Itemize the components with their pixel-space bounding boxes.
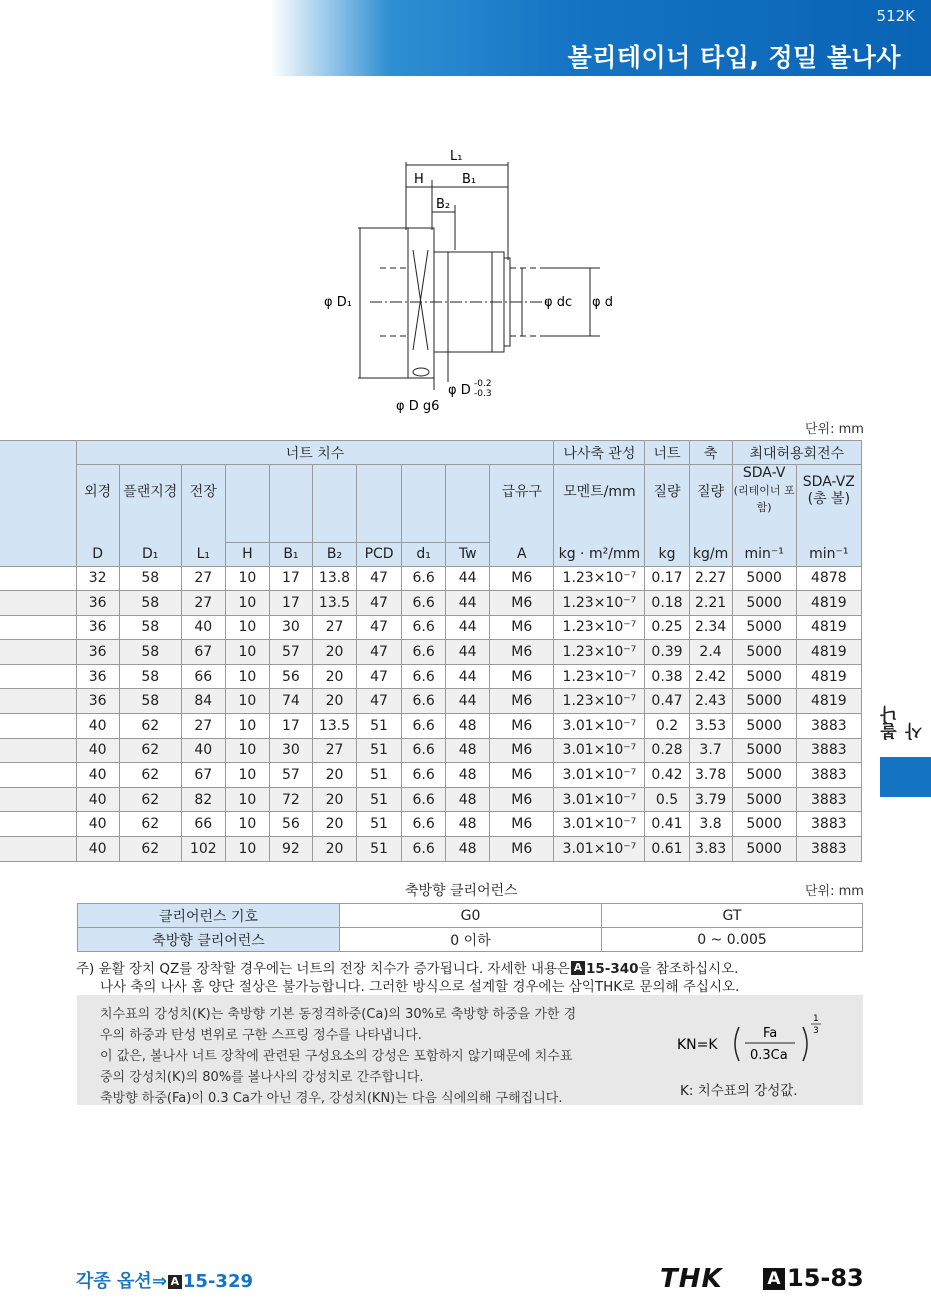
table-cell: 44: [446, 591, 490, 616]
table-cell: 4878: [796, 566, 861, 591]
table-cell: 0.38: [645, 664, 689, 689]
table-cell: 40: [76, 812, 119, 837]
table-cell: 62: [119, 738, 181, 763]
table-cell: M6: [490, 812, 554, 837]
table-cell: 2.42: [689, 664, 732, 689]
clearance-g0-value: 0 이하: [340, 928, 602, 952]
table-cell: 6.6: [402, 591, 446, 616]
table-cell: 3883: [796, 787, 861, 812]
sdav-header: SDA-V (리테이너 포함): [733, 465, 795, 514]
table-cell: 27: [312, 615, 356, 640]
table-cell: 10: [225, 812, 269, 837]
table-cell: 48: [446, 787, 490, 812]
table-cell: 51: [357, 787, 402, 812]
svg-text:KN=K: KN=K: [677, 1037, 718, 1053]
table-cell: 10: [225, 738, 269, 763]
table-row: [0, 714, 862, 739]
table-cell: 3.01×10⁻⁷: [554, 837, 645, 862]
table-cell: 6.6: [402, 738, 446, 763]
symbol-cell: kg · m²/mm: [554, 542, 645, 566]
stiffness-formula: [675, 1009, 850, 1069]
unit-label: 단위: mm: [805, 422, 864, 437]
table-cell: 4819: [796, 689, 861, 714]
table-cell: 57: [269, 763, 312, 788]
label-l1: L₁: [450, 149, 463, 164]
table-cell: 2.4: [689, 640, 732, 665]
max-speed-header: 최대허용회전수: [732, 441, 861, 465]
clearance-gt: GT: [602, 904, 863, 928]
table-cell: 72: [269, 787, 312, 812]
nut-dimension-drawing: [300, 140, 640, 420]
table-cell: 17: [269, 591, 312, 616]
symbol-cell: min⁻¹: [796, 542, 861, 566]
table-cell: M6: [490, 566, 554, 591]
table-cell: 48: [446, 763, 490, 788]
svg-text:Fa: Fa: [763, 1026, 778, 1041]
model-cell: [0, 689, 76, 714]
table-cell: 58: [119, 591, 181, 616]
table-cell: 48: [446, 738, 490, 763]
table-row: [0, 787, 862, 812]
table-cell: 47: [357, 689, 402, 714]
table-cell: 6.6: [402, 714, 446, 739]
table-cell: 2.34: [689, 615, 732, 640]
model-cell: [0, 738, 76, 763]
table-cell: 1.23×10⁻⁷: [554, 664, 645, 689]
table-cell: 58: [119, 664, 181, 689]
table-cell: 92: [269, 837, 312, 862]
shaft-mass-header: 축: [689, 441, 732, 465]
table-cell: 62: [119, 837, 181, 862]
table-cell: 6.6: [402, 615, 446, 640]
spec-table: [0, 440, 862, 862]
nut-mass-header-2: 질량: [645, 465, 689, 517]
table-cell: 4819: [796, 664, 861, 689]
table-cell: 5000: [732, 837, 796, 862]
table-cell: 57: [269, 640, 312, 665]
table-cell: 47: [357, 615, 402, 640]
side-tab-marker: [880, 757, 931, 797]
label-tol-hi: -0.2: [474, 379, 492, 389]
table-row: [0, 812, 862, 837]
table-cell: 62: [119, 812, 181, 837]
table-cell: 3.01×10⁻⁷: [554, 738, 645, 763]
table-cell: 0.61: [645, 837, 689, 862]
table-cell: 0.18: [645, 591, 689, 616]
table-cell: 6.6: [402, 689, 446, 714]
table-cell: 48: [446, 837, 490, 862]
clearance-symbol-label: 클리어런스 기호: [78, 904, 340, 928]
table-cell: 47: [357, 566, 402, 591]
model-cell: [0, 763, 76, 788]
table-cell: 5000: [732, 640, 796, 665]
table-cell: 17: [269, 566, 312, 591]
label-dg6: φ D g6: [396, 399, 440, 414]
table-cell: 3883: [796, 714, 861, 739]
table-cell: 1.23×10⁻⁷: [554, 615, 645, 640]
table-cell: 6.6: [402, 640, 446, 665]
table-cell: M6: [490, 738, 554, 763]
symbol-cell: L₁: [181, 542, 225, 566]
table-cell: 44: [446, 566, 490, 591]
table-cell: 0.25: [645, 615, 689, 640]
table-cell: 40: [76, 763, 119, 788]
table-cell: 4819: [796, 591, 861, 616]
table-cell: 51: [357, 812, 402, 837]
table-row: [0, 738, 862, 763]
table-cell: 10: [225, 714, 269, 739]
label-h: H: [414, 172, 424, 187]
table-cell: 47: [357, 640, 402, 665]
table-cell: 5000: [732, 664, 796, 689]
table-cell: 62: [119, 763, 181, 788]
table-cell: 27: [181, 591, 225, 616]
table-cell: 20: [312, 664, 356, 689]
table-cell: 44: [446, 640, 490, 665]
table-cell: 40: [181, 615, 225, 640]
table-cell: 10: [225, 689, 269, 714]
ref-a-icon: A: [168, 1275, 182, 1289]
table-cell: M6: [490, 615, 554, 640]
page-title: 볼리테이너 타입, 정밀 볼나사: [567, 43, 901, 72]
table-cell: 58: [119, 689, 181, 714]
sdavz-header: SDA-VZ (총 볼): [796, 465, 861, 517]
table-cell: 1.23×10⁻⁷: [554, 640, 645, 665]
table-cell: 58: [119, 566, 181, 591]
table-cell: 47: [357, 664, 402, 689]
table-cell: 2.27: [689, 566, 732, 591]
table-cell: 40: [76, 787, 119, 812]
outer-header: 외경: [76, 465, 119, 517]
table-cell: 10: [225, 591, 269, 616]
table-row: [0, 640, 862, 665]
stiffness-note-box: [77, 995, 863, 1105]
table-cell: 51: [357, 714, 402, 739]
clearance-axial-label: 축방향 클리어런스: [78, 928, 340, 952]
table-cell: M6: [490, 689, 554, 714]
inertia-header-2: 모멘트/mm: [554, 465, 645, 517]
symbol-cell: A: [490, 542, 554, 566]
table-cell: 2.21: [689, 591, 732, 616]
table-cell: 3.79: [689, 787, 732, 812]
thk-logo: THK: [660, 1264, 723, 1294]
stiffness-text: 치수표의 강성치(K)는 축방향 기본 동정격하중(Ca)의 30%로 축방향 하중을 가한 경 우의 하중과 탄성 변위로 구한 스프링 정수를 나타냅니다. 이 값은, 볼나사 너트 장착에 관련된 구성요소의 강성은 포함하지 않기때문에 치수표 중의 강성치(K)의 80%를 볼나사의 강성치로 간주합니다. 축방향 하중(Fa)이 0.3 Ca가 아닌 경우, 강성치(KN)는 다음 식에의해 구해집니다.: [100, 1007, 577, 1106]
table-cell: 32: [76, 566, 119, 591]
table-row: [0, 664, 862, 689]
table-cell: 3883: [796, 837, 861, 862]
label-dtol: φ D: [448, 383, 471, 398]
svg-text:3: 3: [813, 1026, 819, 1036]
shaft-mass-header-2: 질량: [689, 465, 732, 517]
table-cell: 44: [446, 689, 490, 714]
page-code: 512K: [876, 7, 915, 25]
table-cell: 40: [76, 714, 119, 739]
model-cell: [0, 615, 76, 640]
table-cell: 4819: [796, 640, 861, 665]
options-link[interactable]: 각종 옵션⇒ A 15-329: [76, 1271, 253, 1292]
table-cell: 66: [181, 664, 225, 689]
symbol-cell: B₁: [269, 542, 312, 566]
table-cell: 44: [446, 664, 490, 689]
table-cell: 36: [76, 591, 119, 616]
inertia-header: 나사축 관성: [554, 441, 645, 465]
model-cell: [0, 566, 76, 591]
symbol-cell: H: [225, 542, 269, 566]
table-cell: 3.01×10⁻⁷: [554, 812, 645, 837]
table-cell: 20: [312, 689, 356, 714]
page-a-icon: A: [763, 1268, 785, 1290]
table-cell: 10: [225, 615, 269, 640]
table-cell: 58: [119, 640, 181, 665]
table-cell: 40: [76, 738, 119, 763]
table-cell: 5000: [732, 689, 796, 714]
symbol-cell: Tw: [446, 542, 490, 566]
table-cell: 5000: [732, 591, 796, 616]
table-cell: 3883: [796, 738, 861, 763]
table-cell: 10: [225, 787, 269, 812]
table-cell: 13.8: [312, 566, 356, 591]
table-cell: 6.6: [402, 566, 446, 591]
table-cell: 6.6: [402, 763, 446, 788]
table-cell: 62: [119, 714, 181, 739]
note-line-1: 주) 윤활 장치 QZ를 장착할 경우에는 너트의 전장 치수가 증가됩니다. 자세한 내용은 A 15-340을 참조하십시오.: [76, 961, 739, 977]
table-cell: 36: [76, 640, 119, 665]
table-cell: 3.01×10⁻⁷: [554, 714, 645, 739]
table-cell: 13.5: [312, 714, 356, 739]
svg-text:0.3Ca: 0.3Ca: [750, 1048, 788, 1063]
clearance-unit: 단위: mm: [805, 884, 864, 899]
symbol-cell: PCD: [357, 542, 402, 566]
table-cell: 51: [357, 738, 402, 763]
table-cell: 20: [312, 837, 356, 862]
table-cell: 30: [269, 738, 312, 763]
table-cell: 3.7: [689, 738, 732, 763]
label-b1: B₁: [462, 172, 477, 187]
table-cell: 30: [269, 615, 312, 640]
page-number: A 15-83: [763, 1264, 864, 1292]
table-cell: 58: [119, 615, 181, 640]
label-dc: φ dc: [544, 295, 573, 310]
table-cell: 44: [446, 615, 490, 640]
table-cell: 6.6: [402, 837, 446, 862]
table-cell: 5000: [732, 787, 796, 812]
table-cell: M6: [490, 837, 554, 862]
table-cell: 13.5: [312, 591, 356, 616]
table-row: [0, 763, 862, 788]
symbol-cell: d₁: [402, 542, 446, 566]
table-cell: 56: [269, 664, 312, 689]
table-cell: 5000: [732, 738, 796, 763]
header-band: [270, 0, 931, 76]
ref-15-340-link[interactable]: 15-340: [585, 961, 639, 977]
table-cell: 3883: [796, 812, 861, 837]
table-cell: 0.47: [645, 689, 689, 714]
label-d1: φ D₁: [324, 295, 352, 310]
table-cell: 67: [181, 763, 225, 788]
table-cell: 1.23×10⁻⁷: [554, 566, 645, 591]
table-cell: 3.78: [689, 763, 732, 788]
table-cell: 4819: [796, 615, 861, 640]
table-cell: 40: [76, 837, 119, 862]
clearance-gt-value: 0 ~ 0.005: [602, 928, 863, 952]
table-cell: 27: [181, 566, 225, 591]
table-cell: 102: [181, 837, 225, 862]
note-line-2: 나사 축의 나사 홈 양단 절상은 불가능합니다. 그러한 방식으로 설계할 경우에는 삼익THK로 문의해 주십시오.: [100, 979, 740, 995]
table-cell: 48: [446, 714, 490, 739]
symbol-cell: kg/m: [689, 542, 732, 566]
table-cell: 5000: [732, 763, 796, 788]
table-cell: 3.01×10⁻⁷: [554, 763, 645, 788]
table-cell: 5000: [732, 812, 796, 837]
k-note: K: 치수표의 강성값.: [680, 1083, 798, 1099]
table-cell: 3.01×10⁻⁷: [554, 787, 645, 812]
symbol-row: [0, 542, 862, 566]
table-cell: 36: [76, 664, 119, 689]
svg-text:1: 1: [813, 1014, 819, 1024]
table-cell: 5000: [732, 714, 796, 739]
table-row: [0, 689, 862, 714]
table-cell: 66: [181, 812, 225, 837]
table-cell: 6.6: [402, 787, 446, 812]
model-cell: [0, 812, 76, 837]
table-cell: 0.42: [645, 763, 689, 788]
table-cell: 0.28: [645, 738, 689, 763]
table-cell: 6.6: [402, 664, 446, 689]
symbol-cell: D: [76, 542, 119, 566]
model-cell: [0, 640, 76, 665]
table-cell: M6: [490, 787, 554, 812]
length-header: 전장: [181, 465, 225, 517]
table-cell: 56: [269, 812, 312, 837]
table-cell: 3.8: [689, 812, 732, 837]
table-cell: 0.39: [645, 640, 689, 665]
table-cell: 1.23×10⁻⁷: [554, 689, 645, 714]
table-cell: 10: [225, 664, 269, 689]
table-cell: 17: [269, 714, 312, 739]
table-cell: 0.17: [645, 566, 689, 591]
table-row: [0, 566, 862, 591]
table-cell: 74: [269, 689, 312, 714]
table-row: [0, 837, 862, 862]
label-tol-lo: -0.3: [474, 389, 492, 399]
side-section-label: 볼나사: [881, 706, 926, 740]
table-cell: M6: [490, 664, 554, 689]
model-header: [0, 441, 76, 567]
table-cell: 20: [312, 763, 356, 788]
model-cell: [0, 787, 76, 812]
model-cell: [0, 591, 76, 616]
symbol-cell: min⁻¹: [732, 542, 796, 566]
table-cell: 20: [312, 787, 356, 812]
table-cell: 20: [312, 640, 356, 665]
table-cell: 36: [76, 615, 119, 640]
table-cell: 62: [119, 787, 181, 812]
flange-header: 플랜지경: [119, 465, 181, 517]
table-cell: 10: [225, 763, 269, 788]
table-cell: M6: [490, 763, 554, 788]
table-cell: 10: [225, 837, 269, 862]
table-cell: 48: [446, 812, 490, 837]
table-row: [0, 615, 862, 640]
table-cell: 3883: [796, 763, 861, 788]
symbol-cell: kg: [645, 542, 689, 566]
clearance-table: [77, 903, 863, 952]
table-cell: 0.2: [645, 714, 689, 739]
table-cell: M6: [490, 640, 554, 665]
table-cell: 27: [181, 714, 225, 739]
table-cell: 6.6: [402, 812, 446, 837]
table-cell: 0.41: [645, 812, 689, 837]
model-cell: [0, 714, 76, 739]
ref-a-icon: A: [571, 961, 585, 975]
symbol-cell: B₂: [312, 542, 356, 566]
table-cell: 10: [225, 566, 269, 591]
table-cell: 3.53: [689, 714, 732, 739]
table-cell: 0.5: [645, 787, 689, 812]
symbol-cell: D₁: [119, 542, 181, 566]
model-cell: [0, 664, 76, 689]
nut-dims-header: 너트 치수: [76, 441, 554, 465]
model-cell: [0, 837, 76, 862]
table-cell: 40: [181, 738, 225, 763]
table-cell: 82: [181, 787, 225, 812]
table-cell: 84: [181, 689, 225, 714]
table-cell: 27: [312, 738, 356, 763]
table-cell: 5000: [732, 566, 796, 591]
oil-header: 급유구: [490, 465, 554, 517]
table-cell: 2.43: [689, 689, 732, 714]
label-b2: B₂: [436, 197, 451, 212]
table-cell: 1.23×10⁻⁷: [554, 591, 645, 616]
table-row: [0, 591, 862, 616]
table-cell: 67: [181, 640, 225, 665]
table-cell: 10: [225, 640, 269, 665]
table-cell: 36: [76, 689, 119, 714]
table-cell: 20: [312, 812, 356, 837]
table-cell: 51: [357, 763, 402, 788]
clearance-g0: G0: [340, 904, 602, 928]
nut-mass-header: 너트: [645, 441, 689, 465]
label-d: φ d: [592, 295, 613, 310]
table-cell: 3.83: [689, 837, 732, 862]
clearance-title: 축방향 클리어런스: [405, 883, 518, 899]
table-cell: 47: [357, 591, 402, 616]
table-cell: M6: [490, 591, 554, 616]
table-cell: 51: [357, 837, 402, 862]
table-cell: M6: [490, 714, 554, 739]
table-cell: 5000: [732, 615, 796, 640]
